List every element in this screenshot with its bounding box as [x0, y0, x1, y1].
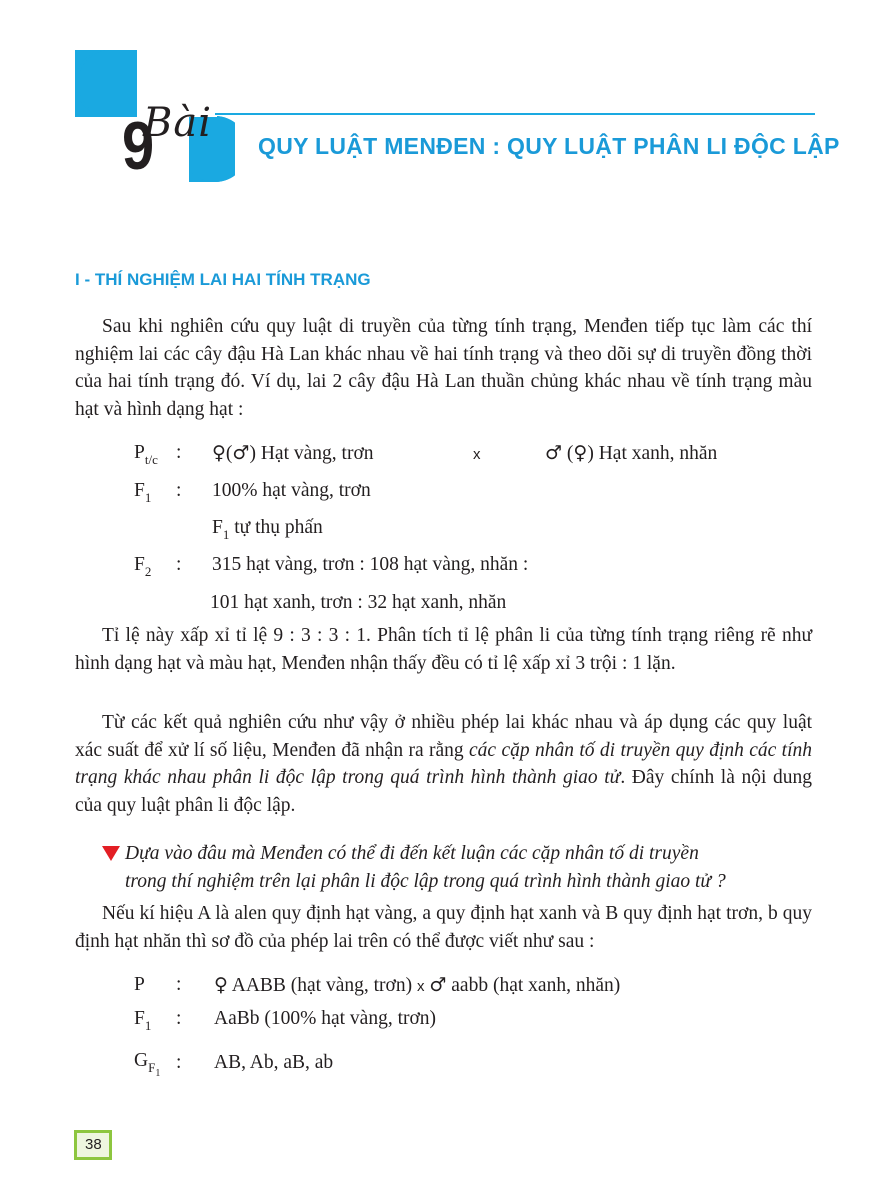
f1-label: F	[134, 1008, 145, 1029]
paren: )	[587, 443, 594, 464]
g-subscript-1: 1	[155, 1068, 161, 1079]
intro-paragraph	[75, 313, 812, 423]
colon: :	[176, 1008, 182, 1029]
selfing-row	[212, 515, 323, 542]
f1-subscript: 1	[144, 1018, 152, 1033]
notation-paragraph	[75, 900, 812, 955]
male-genotype: aabb (hạt xanh, nhăn)	[451, 975, 621, 996]
cross2-f1-label	[134, 1006, 151, 1033]
ratio-paragraph	[75, 622, 812, 677]
cross1-p-row	[134, 440, 158, 467]
g-label: G	[134, 1050, 149, 1071]
question-line: trong thí nghiệm trên lại phân li độc lập trong quá trình hình thành giao tử ?	[125, 870, 726, 892]
page-title: QUY LUẬT MENĐEN : QUY LUẬT PHÂN LI ĐỘC LẬP	[258, 133, 840, 159]
notation-line: Nếu kí hiệu A là alen quy định hạt vàng, a quy định hạt xanh và B quy định hạt	[102, 903, 722, 924]
f1-subscript: 1	[144, 490, 152, 505]
colon: :	[176, 442, 182, 463]
paren: (	[566, 443, 574, 464]
conclusion-line: quy luật xác suất để xử lí số liệu, Menđen đã nhận ra rằng	[75, 712, 813, 761]
f2-label-row	[134, 552, 151, 579]
conclusion-emphasis: giao tử	[562, 767, 621, 788]
f1-label: F	[134, 480, 145, 501]
cross2-parents	[214, 972, 620, 1000]
f1-value: 100% hạt vàng, trơn	[212, 480, 371, 501]
f2-subscript: 2	[144, 564, 152, 579]
cross2-gametes: AB, Ab, aB, ab	[214, 1052, 334, 1073]
colon: :	[176, 480, 182, 501]
paren: )	[249, 443, 256, 464]
paren: (	[225, 443, 233, 464]
selfing-text: tự thụ phấn	[234, 517, 323, 538]
female-genotype: AABB (hạt vàng, trơn)	[231, 975, 413, 996]
lesson-badge	[75, 48, 235, 183]
right-parent-text: Hạt xanh, nhăn	[598, 443, 718, 464]
header-rule	[215, 113, 815, 115]
intro-line: các thí nghiệm lai các cây đậu Hà Lan khác nhau về hai tính trạng và theo dõi sự	[75, 316, 812, 365]
f1-label-row	[134, 478, 151, 505]
conclusion-emphasis: quy định các tính trạng khác nhau phân li độc lập trong quá trình hình thành	[75, 739, 813, 788]
g-subscript	[148, 1060, 161, 1079]
selfing-subscript: 1	[222, 527, 230, 542]
female-icon: ♀	[212, 442, 226, 464]
question-line: Dựa vào đâu mà Menđen có thể đi đến kết luận các cặp nhân tố di truyền	[125, 843, 699, 864]
lesson-number: 9	[122, 108, 155, 184]
question-triangle-icon	[102, 846, 120, 861]
conclusion-emphasis: các cặp nhân tố di truyền	[469, 739, 671, 761]
notation-line: trơn, b quy định hạt nhăn thì sơ đồ của phép lai trên có thể được viết như sau :	[75, 903, 812, 952]
cross1-right-parent	[545, 440, 717, 467]
colon: :	[176, 1052, 182, 1073]
g-subscript-f: F	[148, 1060, 156, 1075]
cross2-p-label: P	[134, 974, 145, 995]
cross-sign: x	[416, 978, 425, 995]
male-icon: ♂	[429, 974, 447, 996]
page-number: 38	[85, 1136, 102, 1153]
ratio-line: 3 trội : 1 lặn.	[575, 652, 676, 674]
selfing-label: F	[212, 517, 223, 538]
intro-line: Sau khi nghiên cứu quy luật di truyền của từng tính trạng, Menđen tiếp tục làm	[102, 316, 752, 337]
conclusion-paragraph	[75, 709, 812, 819]
conclusion-line: . Đây chính là nội dung của quy luật phân li độc lập.	[75, 767, 812, 816]
female-icon: ♀	[214, 974, 228, 996]
intro-line: khác nhau về tính trạng màu hạt và hình dạng hạt :	[75, 371, 813, 420]
colon: :	[176, 974, 182, 995]
f2-line2: 101 hạt xanh, trơn : 32 hạt xanh, nhăn	[210, 592, 507, 613]
cross-sign: x	[473, 446, 481, 463]
male-icon: ♂	[232, 442, 250, 464]
ratio-line: Tỉ lệ này xấp xỉ tỉ lệ 9 : 3 : 3 : 1. Phân tích tỉ lệ phân li của từng tính trạng riêng	[102, 625, 755, 646]
intro-line: di truyền đồng thời của hai tính trạng đó. Ví dụ, lai 2 cây đậu Hà Lan thuần chủng	[75, 343, 812, 392]
p-subscript: t/c	[144, 452, 158, 467]
colon: :	[176, 554, 182, 575]
female-icon: ♀	[573, 442, 588, 464]
conclusion-line: Từ các kết quả nghiên cứu như vậy ở nhiều phép lai khác nhau và áp dụng các	[102, 712, 741, 733]
f2-line1: 315 hạt vàng, trơn : 108 hạt vàng, nhăn :	[212, 554, 529, 575]
p-label: P	[134, 442, 145, 463]
ratio-line: rẽ như hình dạng hạt và màu hạt, Menđen nhận thấy đều có tỉ lệ xấp xỉ	[75, 625, 813, 674]
lesson-word: Bài	[143, 100, 213, 146]
f2-label: F	[134, 554, 145, 575]
cross1-left-parent	[212, 440, 374, 467]
cross2-f1-value: AaBb (100% hạt vàng, trơn)	[214, 1008, 437, 1029]
left-parent-text: Hạt vàng, trơn	[260, 443, 374, 464]
cross2-g-label	[134, 1048, 160, 1077]
male-icon: ♂	[545, 442, 563, 464]
section-heading: I - THÍ NGHIỆM LAI HAI TÍNH TRẠNG	[75, 270, 371, 289]
question	[125, 840, 825, 895]
